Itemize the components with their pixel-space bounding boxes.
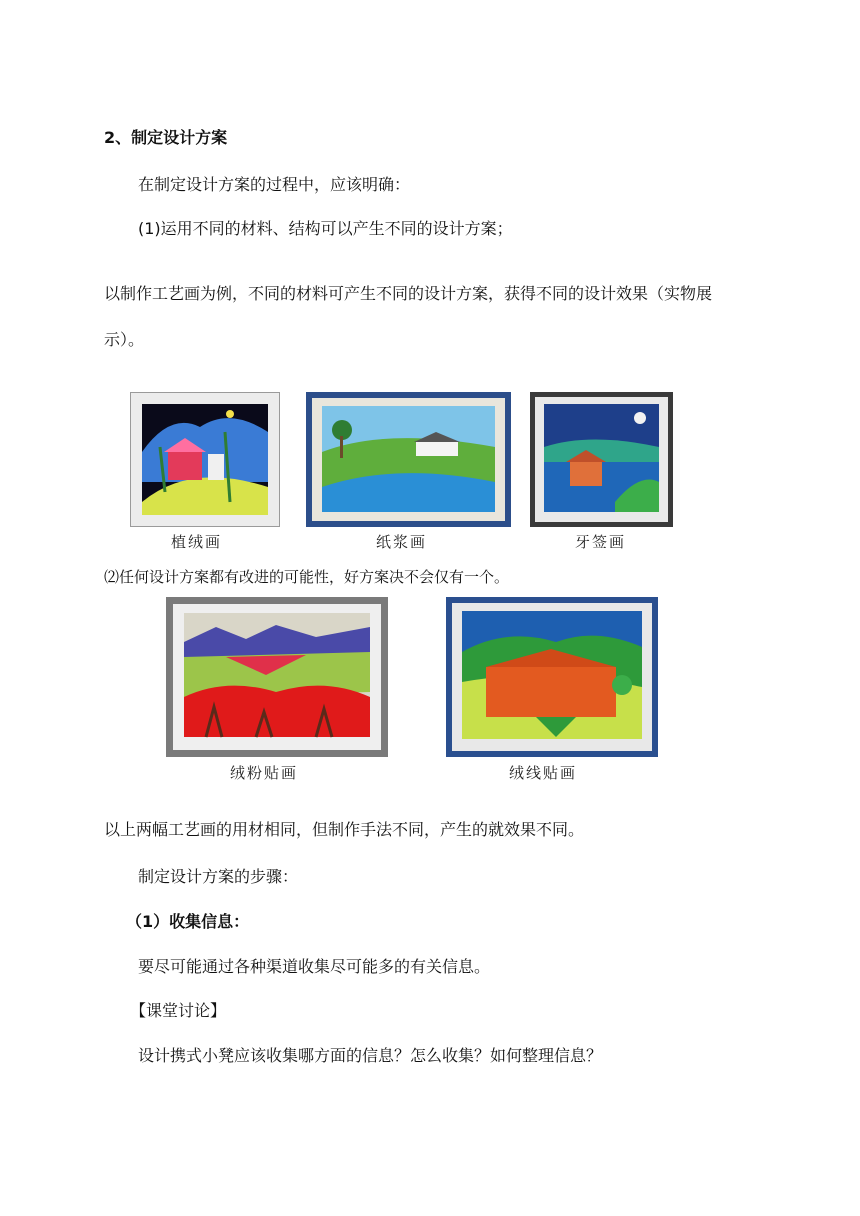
step-one-title: （1）收集信息： (126, 912, 250, 931)
example-line-2: 示）。 (104, 330, 145, 349)
flocking-powder-painting-image (166, 597, 388, 757)
caption-flocking-painting: 植绒画 (171, 533, 223, 551)
step-one-text: 要尽可能通过各种渠道收集尽可能多的有关信息。 (138, 957, 491, 976)
wool-yarn-painting-image (446, 597, 658, 757)
point-two: ⑵任何设计方案都有改进的可能性，好方案决不会仅有一个。 (104, 568, 510, 586)
example-line-1: 以制作工艺画为例，不同的材料可产生不同的设计方案，获得不同的设计效果（实物展 (104, 284, 713, 303)
steps-intro: 制定设计方案的步骤： (138, 867, 299, 886)
flocking-painting-image (130, 392, 280, 527)
caption-wool-yarn-painting: 绒线贴画 (509, 764, 578, 782)
discussion-title: 【课堂讨论】 (130, 1001, 227, 1020)
comparison-text: 以上两幅工艺画的用材相同，但制作手法不同，产生的就效果不同。 (104, 820, 585, 839)
point-one: (1)运用不同的材料、结构可以产生不同的设计方案； (138, 219, 513, 238)
caption-paper-pulp-painting: 纸浆画 (376, 533, 428, 551)
intro-text: 在制定设计方案的过程中，应该明确： (138, 175, 411, 194)
discussion-question: 设计携式小凳应该收集哪方面的信息？怎么收集？如何整理信息？ (138, 1046, 603, 1065)
paper-pulp-painting-image (306, 392, 511, 527)
caption-toothpick-painting: 牙签画 (575, 533, 627, 551)
caption-flocking-powder-painting: 绒粉贴画 (230, 764, 299, 782)
toothpick-painting-image (530, 392, 673, 527)
section-title: 2、制定设计方案 (104, 128, 228, 147)
